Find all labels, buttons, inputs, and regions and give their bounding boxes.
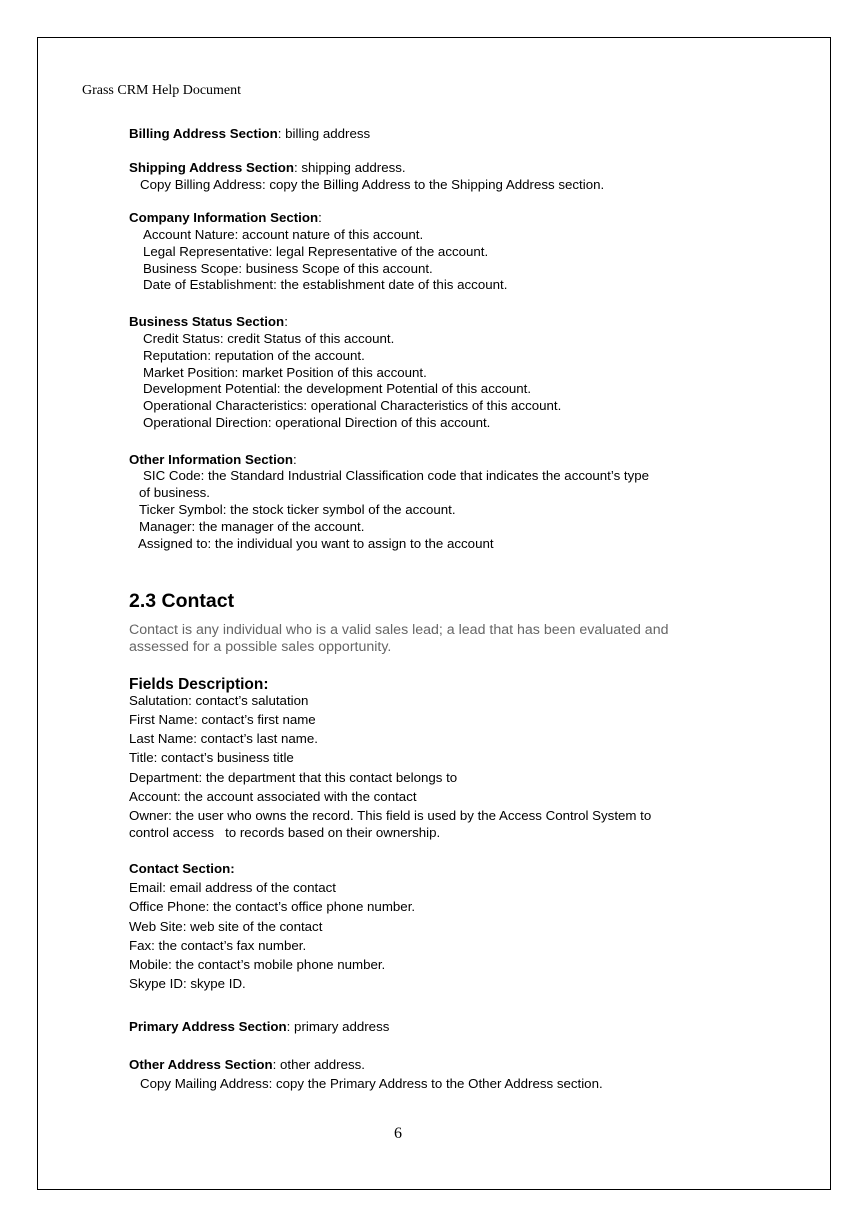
business-status-section xyxy=(129,314,288,330)
section-text: : shipping address. xyxy=(294,160,406,175)
field-line: Last Name: contact’s last name. xyxy=(129,731,318,746)
section-text: : other address. xyxy=(272,1057,365,1072)
page-number: 6 xyxy=(394,1125,402,1142)
shipping-address-section xyxy=(129,160,406,176)
section-label: Other Information Section xyxy=(129,452,294,467)
section-label: Business Status Section xyxy=(129,314,285,329)
billing-address-section xyxy=(129,126,370,142)
field-line: Account: the account associated with the contact xyxy=(129,789,417,804)
section-label: Billing Address Section xyxy=(129,126,278,141)
section-label: Shipping Address Section xyxy=(129,160,294,175)
field-line: Ticker Symbol: the stock ticker symbol of the account. xyxy=(139,502,456,517)
field-line: Business Scope: business Scope of this account. xyxy=(143,261,433,276)
field-line: control access to records based on their ownership. xyxy=(129,825,441,840)
field-line: Title: contact’s business title xyxy=(129,750,294,765)
field-line: Department: the department that this contact belongs to xyxy=(129,770,458,785)
field-line: Skype ID: skype ID. xyxy=(129,976,246,991)
field-line: Reputation: reputation of the account. xyxy=(143,348,365,363)
field-line: Web Site: web site of the contact xyxy=(129,919,323,934)
field-line: Manager: the manager of the account. xyxy=(139,519,365,534)
field-line: First Name: contact’s first name xyxy=(129,712,316,727)
field-line: SIC Code: the Standard Industrial Classification code that indicates the account’s type xyxy=(143,468,650,483)
field-line: Mobile: the contact’s mobile phone number. xyxy=(129,957,386,972)
company-information-section xyxy=(129,210,322,226)
field-line: Date of Establishment: the establishment date of this account. xyxy=(143,277,508,292)
section-text: : primary address xyxy=(286,1019,390,1034)
field-line: Legal Representative: legal Representative of the account. xyxy=(143,244,489,259)
other-information-section xyxy=(129,452,297,468)
field-line: Operational Direction: operational Direction of this account. xyxy=(143,415,491,430)
section-text: : xyxy=(318,210,322,225)
field-line: Assigned to: the individual you want to assign to the account xyxy=(138,536,494,551)
field-line: Owner: the user who owns the record. This field is used by the Access Control System to xyxy=(129,808,652,823)
field-line: Office Phone: the contact’s office phone number. xyxy=(129,899,416,914)
contact-heading: 2.3 Contact xyxy=(129,590,235,612)
field-line: Account Nature: account nature of this account. xyxy=(143,227,424,242)
field-line: Development Potential: the development Potential of this account. xyxy=(143,381,532,396)
field-line: Copy Mailing Address: copy the Primary Address to the Other Address section. xyxy=(140,1076,603,1091)
contact-section-heading: Contact Section: xyxy=(129,861,235,876)
field-line: Market Position: market Position of this account. xyxy=(143,365,427,380)
document-header: Grass CRM Help Document xyxy=(82,83,242,98)
contact-intro: assessed for a possible sales opportunity. xyxy=(129,639,392,655)
field-line: of business. xyxy=(139,485,210,500)
contact-intro: Contact is any individual who is a valid sales lead; a lead that has been evaluated and xyxy=(129,622,669,638)
other-address-section xyxy=(129,1057,365,1073)
field-line: Email: email address of the contact xyxy=(129,880,336,895)
primary-address-section xyxy=(129,1019,389,1035)
section-text: : billing address xyxy=(277,126,371,141)
field-line: Fax: the contact’s fax number. xyxy=(129,938,307,953)
section-label: Other Address Section xyxy=(129,1057,273,1072)
section-label: Company Information Section xyxy=(129,210,319,225)
field-line: Operational Characteristics: operational Characteristics of this account. xyxy=(143,398,562,413)
fields-description-heading: Fields Description: xyxy=(129,676,269,693)
field-line: Credit Status: credit Status of this account. xyxy=(143,331,395,346)
section-label: Primary Address Section xyxy=(129,1019,287,1034)
section-text: : xyxy=(284,314,288,329)
field-line: Copy Billing Address: copy the Billing Address to the Shipping Address section. xyxy=(140,177,605,192)
section-text: : xyxy=(293,452,297,467)
field-line: Salutation: contact’s salutation xyxy=(129,693,309,708)
